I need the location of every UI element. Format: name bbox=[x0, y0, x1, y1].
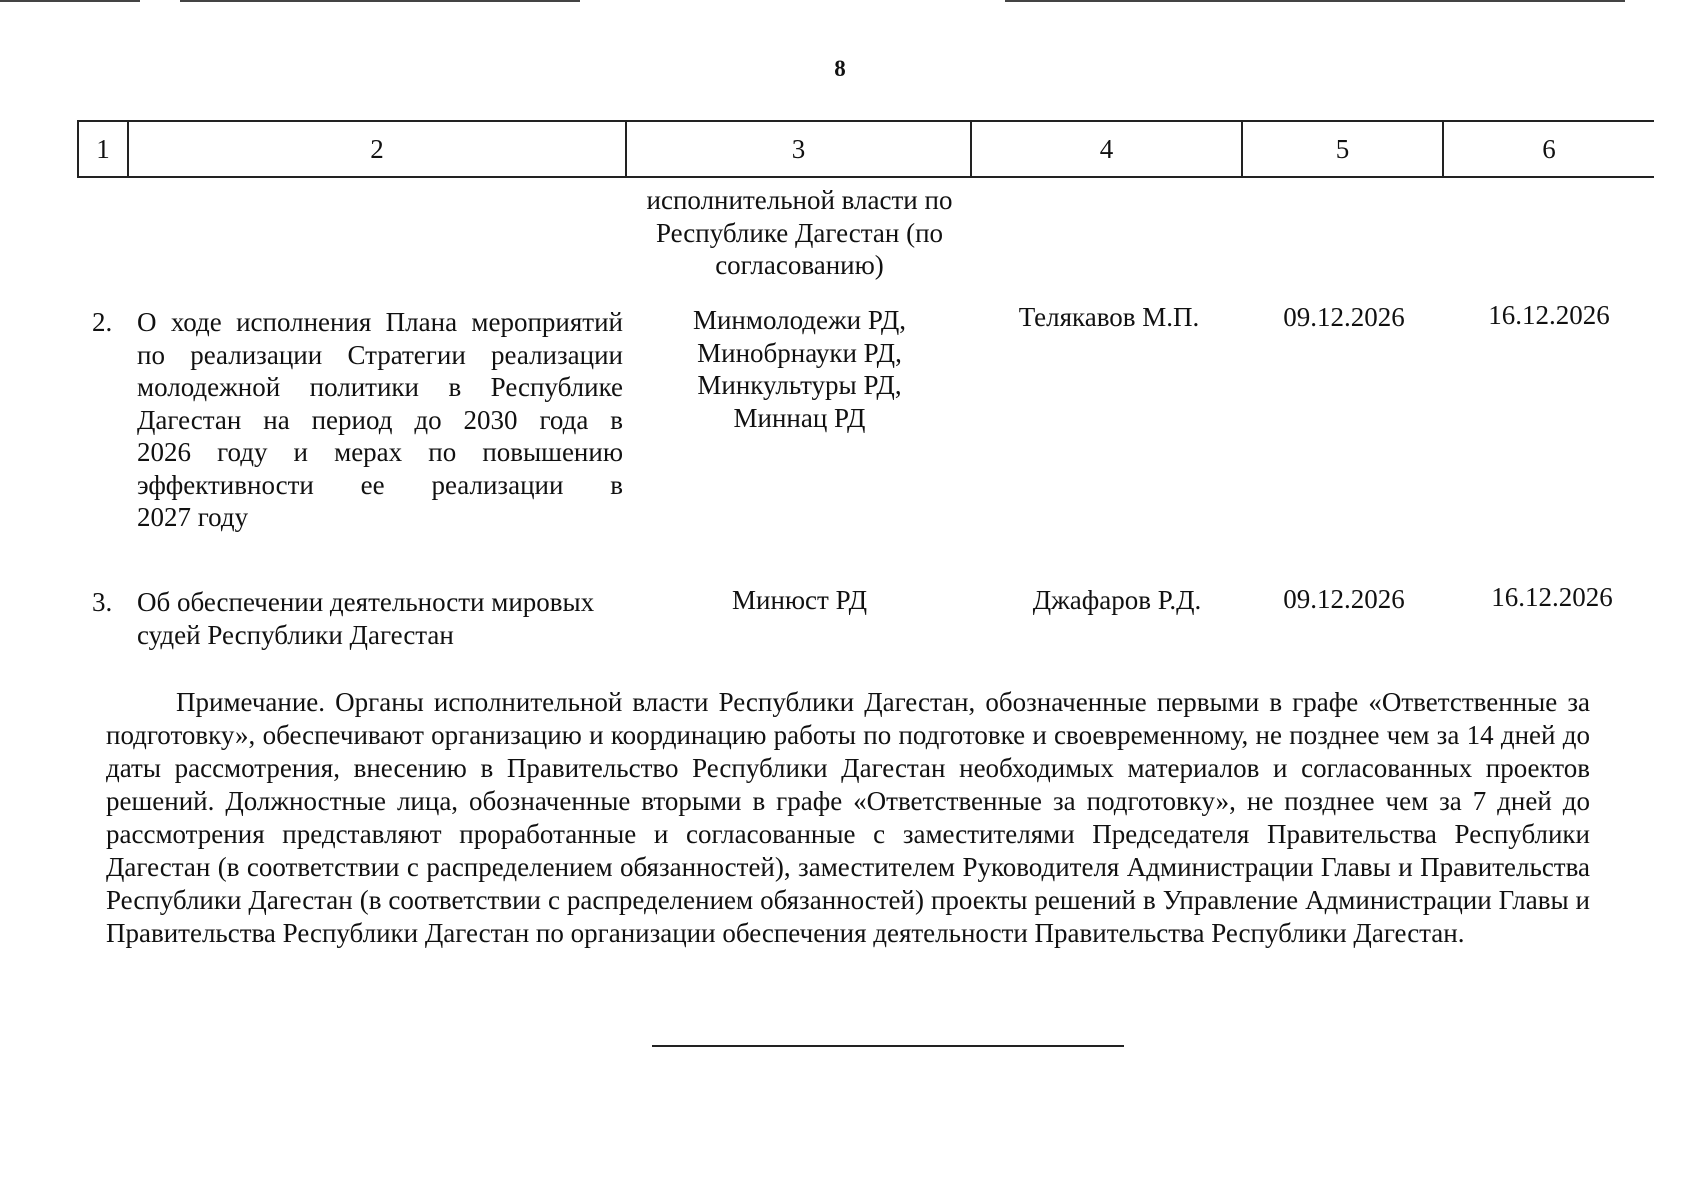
row-date-review: 16.12.2026 bbox=[1491, 582, 1613, 612]
column-header-3: 3 bbox=[791, 133, 806, 164]
text-line: Минюст РД bbox=[731, 585, 867, 615]
text-line: молодежной политики в Республике bbox=[137, 372, 623, 402]
text-line: судей Республики Дагестан bbox=[137, 619, 454, 650]
text-line: Минкультуры РД, bbox=[697, 370, 902, 400]
text-line: 2027 году bbox=[137, 502, 249, 532]
column-header-4: 4 bbox=[1099, 133, 1114, 164]
text-line: Республике Дагестан (по bbox=[655, 217, 944, 248]
text-line: Дагестан на период до 2030 года в bbox=[137, 404, 623, 435]
end-of-document-line bbox=[652, 1045, 1124, 1047]
row-person: Джафаров Р.Д. bbox=[1032, 585, 1202, 615]
table-header-row bbox=[77, 120, 1654, 178]
row-number: 3. bbox=[92, 587, 113, 617]
column-header-6: 6 bbox=[1542, 133, 1556, 164]
text-line: Минмолодежи РД, bbox=[692, 305, 907, 335]
text-line: эффективности ее реализации в bbox=[137, 469, 623, 500]
note-text: Примечание. Органы исполнительной власти Республики Дагестан, обозначенные первыми в графе «Ответственные за подготовку», обеспечивают организацию и координацию работы по подготовке и своевременному, не позднее чем за 14 дней до даты рассмотрения, внесению в Правительство Республики Дагестан необходимых материалов и согласованных проектов решений. Должностные лица, обозначенные вторыми в графе «Ответственные за подготовку», не позднее чем за 7 дней до рассмотрения представляют проработанные и согласованные с заместителями Председателя Правительства Республики Дагестан (в соответствии с распределением обязанностей), заместителем Руководителя Администрации Главы и Правительства Республики Дагестан (в соответствии с распределением обязанностей) проекты решений в Управление Администрации Главы и Правительства Республики Дагестан по организации обеспечения деятельности Правительства Республики Дагестан. bbox=[106, 687, 1590, 948]
row-title bbox=[137, 586, 627, 651]
text-line: исполнительной власти по bbox=[646, 185, 953, 215]
text-line: Минобрнауки РД, bbox=[697, 337, 902, 368]
scan-edge-line bbox=[180, 0, 580, 2]
column-header-2: 2 bbox=[370, 133, 384, 164]
row-title bbox=[137, 306, 623, 534]
row-date-submit: 09.12.2026 bbox=[1283, 584, 1405, 614]
column-header-5: 5 bbox=[1335, 133, 1350, 164]
row-responsible bbox=[627, 304, 972, 434]
text-line: по реализации Стратегии реализации bbox=[137, 339, 623, 370]
column-header-1: 1 bbox=[96, 133, 110, 164]
text-line: Об обеспечении деятельности мировых bbox=[137, 587, 595, 617]
scan-edge-line bbox=[0, 0, 140, 2]
text-line: Миннац РД bbox=[733, 402, 866, 433]
text-line: 2026 году и мерах по повышению bbox=[137, 437, 623, 467]
page-number: 8 bbox=[834, 56, 846, 81]
row-person: Телякавов М.П. bbox=[1018, 302, 1200, 332]
row-responsible bbox=[627, 584, 972, 617]
row-date-submit: 09.12.2026 bbox=[1283, 302, 1405, 332]
text-line: согласованию) bbox=[715, 250, 884, 280]
scan-edge-line bbox=[1005, 0, 1625, 2]
continuation-responsible bbox=[627, 184, 972, 282]
text-line: О ходе исполнения Плана мероприятий bbox=[137, 307, 623, 337]
row-number: 2. bbox=[92, 307, 113, 337]
note-paragraph bbox=[106, 686, 1590, 950]
row-date-review: 16.12.2026 bbox=[1488, 300, 1610, 330]
